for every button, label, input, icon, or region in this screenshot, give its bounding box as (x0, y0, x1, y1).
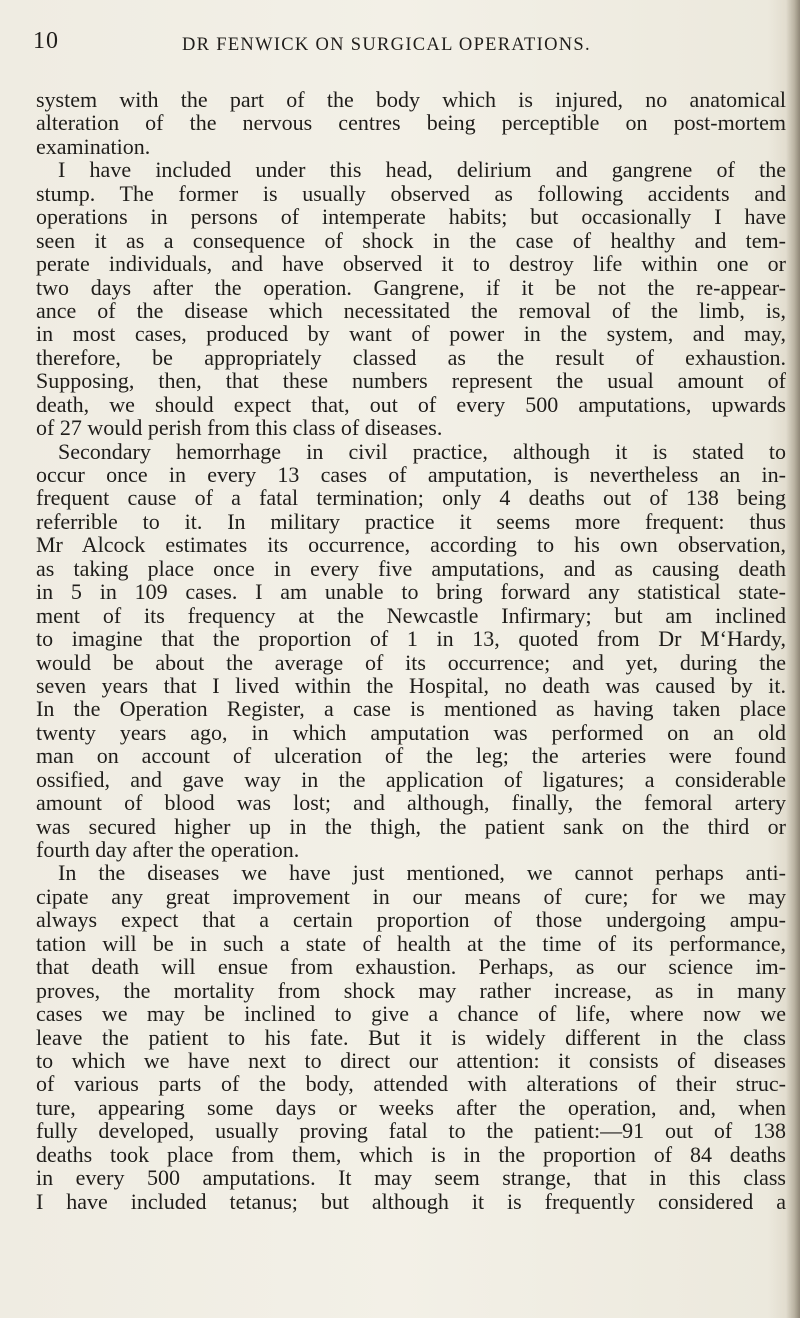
text-line: two days after the operation. Gangrene, if it be not the re-appear- (36, 274, 786, 300)
text-line: Mr Alcock estimates its occurrence, according to his own observation, (36, 532, 786, 558)
text-line: ossified, and gave way in the application of ligatures; a considerable (36, 766, 786, 792)
text-line: amount of blood was lost; and although, finally, the femoral artery (36, 790, 786, 816)
text-line: death, we should expect that, out of every 500 amputations, upwards (36, 391, 786, 417)
paragraph-start-line: In the diseases we have just mentioned, we cannot perhaps anti- (58, 860, 786, 886)
text-line: to which we have next to direct our attention: it consists of diseases (36, 1047, 786, 1073)
text-line: occur once in every 13 cases of amputation, is nevertheless an in- (36, 462, 786, 487)
text-line: in every 500 amputations. It may seem strange, that in this class (36, 1165, 786, 1191)
paragraph-start-line: I have included under this head, delirium and gangrene of the (58, 157, 786, 183)
text-line: would be about the average of its occurrence; and yet, during the (36, 649, 786, 675)
text-line: system with the part of the body which is injured, no anatomical (36, 87, 786, 112)
text-line: deaths took place from them, which is in the proportion of 84 deaths (36, 1141, 786, 1167)
text-line: man on account of ulceration of the leg; the arteries were found (36, 743, 786, 769)
text-line: ance of the disease which necessitated the removal of the limb, is, (36, 297, 786, 323)
page-edge-shadow (786, 0, 800, 1318)
text-line: In the Operation Register, a case is mentioned as having taken place (36, 696, 786, 722)
text-line: alteration of the nervous centres being perceptible on post-mortem (36, 110, 786, 136)
text-line: operations in persons of intemperate habits; but occasionally I have (36, 204, 786, 230)
text-line: to imagine that the proportion of 1 in 13, quoted from Dr M‘Hardy, (36, 626, 786, 652)
text-line: seen it as a consequence of shock in the case of healthy and tem- (36, 227, 786, 253)
text-line: perate individuals, and have observed it to destroy life within one or (36, 251, 786, 277)
text-line: in most cases, produced by want of power in the system, and may, (36, 321, 786, 347)
text-line: was secured higher up in the thigh, the patient sank on the third or (36, 813, 786, 839)
text-line: as taking place once in every five amputations, and as causing death (36, 555, 786, 581)
text-line: cases we may be inclined to give a chance of life, where now we (36, 1001, 786, 1027)
text-line: leave the patient to his fate. But it is widely different in the class (36, 1024, 786, 1050)
text-line: I have included tetanus; but although it is frequently considered a (36, 1188, 786, 1214)
text-line: frequent cause of a fatal termination; only 4 deaths out of 138 being (36, 485, 786, 511)
text-line: ment of its frequency at the Newcastle Infirmary; but am inclined (36, 602, 786, 628)
text-line: proves, the mortality from shock may rather increase, as in many (36, 977, 786, 1003)
text-line: stump. The former is usually observed as following accidents and (36, 180, 786, 206)
text-line: cipate any great improvement in our means of cure; for we may (36, 883, 786, 909)
text-line: of various parts of the body, attended with alterations of their struc- (36, 1071, 786, 1097)
text-line: seven years that I lived within the Hospital, no death was caused by it. (36, 672, 786, 698)
text-line: examination. (36, 133, 151, 159)
text-line: fourth day after the operation. (36, 837, 300, 862)
text-line: therefore, be appropriately classed as the result of exhaustion. (36, 344, 786, 370)
body-text (36, 88, 786, 1213)
text-line: Supposing, then, that these numbers represent the usual amount of (36, 368, 786, 394)
text-line: in 5 in 109 cases. I am unable to bring forward any statistical state- (36, 579, 786, 605)
text-line: twenty years ago, in which amputation was performed on an old (36, 719, 786, 745)
paragraph-start-line: Secondary hemorrhage in civil practice, although it is stated to (58, 438, 786, 464)
text-line: ture, appearing some days or weeks after the operation, and, when (36, 1094, 786, 1120)
text-line: that death will ensue from exhaustion. Perhaps, as our science im- (36, 954, 786, 980)
running-head: DR FENWICK ON SURGICAL OPERATIONS. (182, 35, 591, 55)
text-line: always expect that a certain proportion of those undergoing ampu- (36, 907, 786, 933)
text-line: tation will be in such a state of health at the time of its performance, (36, 930, 786, 956)
text-line: fully developed, usually proving fatal to the patient:—91 out of 138 (36, 1118, 786, 1144)
text-line: of 27 would perish from this class of diseases. (36, 415, 443, 441)
page-number: 10 (33, 28, 59, 54)
text-line: referrible to it. In military practice it seems more frequent: thus (36, 508, 786, 534)
